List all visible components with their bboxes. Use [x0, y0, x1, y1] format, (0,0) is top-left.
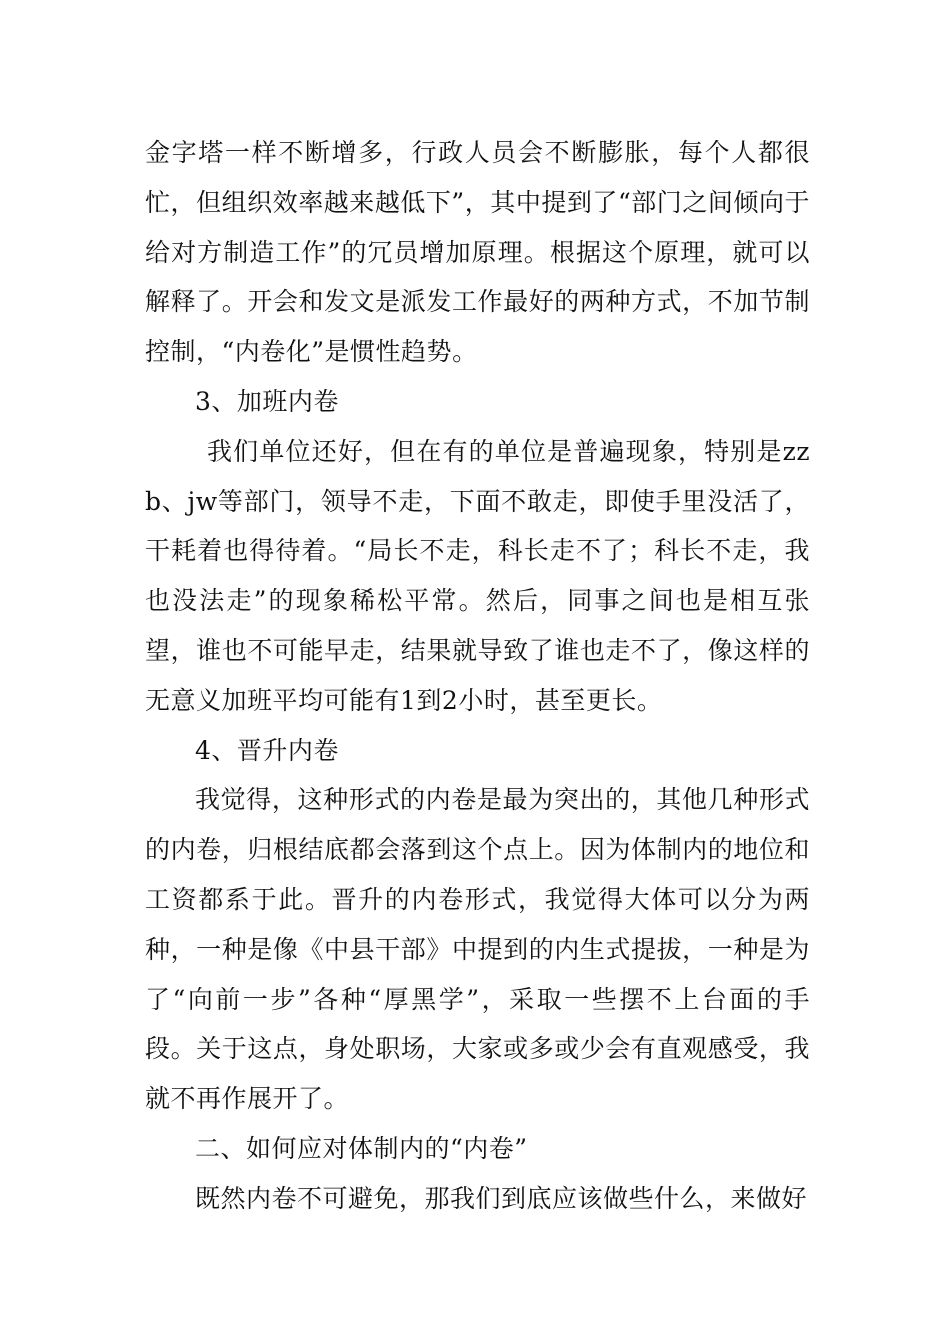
section-heading-promotion: 4、晋升内卷	[195, 735, 339, 765]
document-body	[145, 128, 810, 1224]
section-heading-overtime: 3、加班内卷	[195, 386, 339, 416]
paragraph-overtime: 我们单位还好，但在有的单位是普遍现象，特别是zzb、jw等部门，领导不走，下面不敢走，即使手里没活了，干耗着也得待着。“局长不走，科长走不了；科长不走，我也没法走”的现象稀松平常。然后，同事之间也是相互张望，谁也不可能早走，结果就导致了谁也走不了，像这样的无意义加班平均可能有1到2小时，甚至更长。	[145, 436, 810, 715]
section-heading-coping: 二、如何应对体制内的“内卷”	[195, 1133, 528, 1163]
paragraph-promotion: 我觉得，这种形式的内卷是最为突出的，其他几种形式的内卷，归根结底都会落到这个点上。因为体制内的地位和工资都系于此。晋升的内卷形式，我觉得大体可以分为两种，一种是像《中县干部》中提到的内生式提拔，一种是为了“向前一步”各种“厚黑学”，采取一些摆不上台面的手段。关于这点，身处职场，大家或多或少会有直观感受，我就不再作展开了。	[145, 785, 810, 1114]
paragraph-coping: 既然内卷不可避免，那我们到底应该做些什么，来做好	[195, 1183, 808, 1213]
paragraph-continuation: 金字塔一样不断增多，行政人员会不断膨胀，每个人都很忙，但组织效率越来越低下”，其中提到了“部门之间倾向于给对方制造工作”的冗员增加原理。根据这个原理，就可以解释了。开会和发文是派发工作最好的两种方式，不加节制控制，“内卷化”是惯性趋势。	[145, 138, 810, 367]
